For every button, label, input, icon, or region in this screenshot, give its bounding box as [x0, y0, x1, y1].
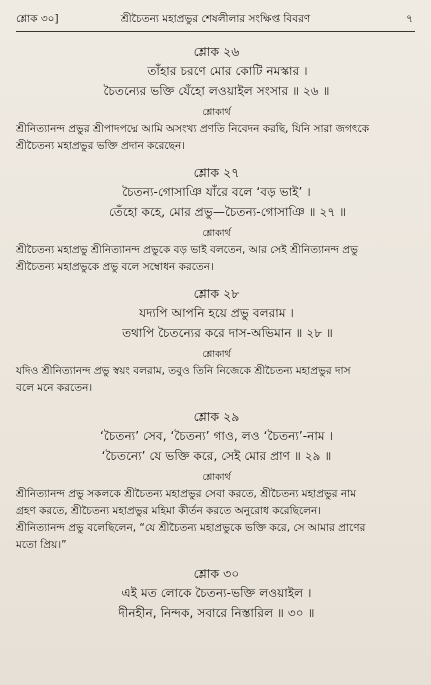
verse-heading: শ্লোক ৩০	[193, 566, 240, 581]
translation-line: শ্রীচৈতন্য মহাপ্রভুর ভক্তি প্রদান করেছেন।	[16, 140, 186, 152]
verse-section	[16, 284, 417, 397]
verse-heading: শ্লোক ২৭	[193, 165, 240, 180]
verse-section	[16, 163, 417, 276]
verse-heading: শ্লোক ২৬	[193, 44, 240, 59]
verse-line: দীনহীন, নিন্দক, সবারে নিস্তারিল ॥ ৩০ ॥	[118, 606, 315, 620]
verse-section	[16, 407, 417, 554]
verse-line: চৈতন্যের ভক্তি যেঁহো লওয়াইল সংসার ॥ ২৬ ॥	[103, 84, 330, 98]
verse-line: তথাপি চৈতন্যের করে দাস-অভিমান ॥ ২৮ ॥	[122, 326, 333, 340]
translation-line: বলে মনে করতেন।	[16, 382, 93, 394]
translation-label: শ্লোকার্থ	[202, 107, 231, 118]
verse-line: চৈতন্য-গোসাঞি যাঁরে বলে ‘বড় ভাই’ ।	[122, 185, 311, 199]
verse-section	[16, 42, 417, 155]
verse-line: তাঁহার চরণে মোর কোটি নমস্কার ।	[147, 64, 308, 78]
translation-line: শ্রীনিত্যানন্দ প্রভুর শ্রীপাদপদ্মে আমি অসংখ্য প্রণতি নিবেদন করছি, যিনি সারা জগৎকে	[16, 123, 370, 135]
translation-label: শ্লোকার্থ	[202, 228, 231, 239]
header-rule	[16, 31, 415, 32]
verse-heading: শ্লোক ২৯	[193, 409, 240, 424]
verse-line: এই মত লোকে চৈতন্য-ভক্তি লওয়াইল ।	[121, 586, 312, 600]
translation-label: শ্লোকার্থ	[202, 472, 231, 483]
header-verse-range: শ্লোক ৩০]	[16, 13, 59, 25]
translation-line: যদিও শ্রীনিত্যানন্দ প্রভু স্বয়ং বলরাম, তবুও তিনি নিজেকে শ্রীচৈতন্য মহাপ্রভুর দাস	[16, 365, 351, 377]
translation-line: শ্রীচৈতন্য মহাপ্রভুকে প্রভু বলে সম্বোধন করতেন।	[16, 261, 214, 273]
verse-line: তেঁহো কহে, মোর প্রভু—চৈতন্য-গোসাঞি ॥ ২৭ ॥	[108, 205, 347, 219]
translation-label: শ্লোকার্থ	[202, 349, 231, 360]
page-body	[16, 42, 417, 623]
verse-heading: শ্লোক ২৮	[193, 286, 240, 301]
translation-line: গ্রহণ করতে, শ্রীচৈতন্য মহাপ্রভুর মহিমা কীর্তন করতে অনুরোধ করেছিলেন।	[16, 505, 322, 517]
translation-line: শ্রীচৈতন্য মহাপ্রভু শ্রীনিত্যানন্দ প্রভুকে বড় ভাই বলতেন, আর সেই শ্রীনিত্যানন্দ প্রভু	[16, 244, 358, 256]
page-header	[16, 8, 415, 30]
translation-line: মতো প্রিয়।”	[16, 539, 67, 551]
running-title: শ্রীচৈতন্য মহাপ্রভুর শেষলীলার সংক্ষিপ্ত বিবরণ	[120, 13, 311, 25]
verse-line: যদ্যপি আপনি হয়ে প্রভু বলরাম ।	[139, 306, 294, 320]
verse-section	[16, 564, 417, 623]
verse-line: ‘চৈতন্য’ সেব, ‘চৈতন্য’ গাও, লও ‘চৈতন্য’-নাম ।	[100, 429, 333, 443]
page-number: ৭	[406, 13, 413, 25]
translation-line: শ্রীনিত্যানন্দ প্রভু বলেছিলেন, “যে শ্রীচৈতন্য মহাপ্রভুকে ভক্তি করে, সে আমার প্রাণের	[16, 522, 366, 534]
verse-line: ‘চৈতন্যে’ যে ভক্তি করে, সেই মোর প্রাণ ॥ ২৯ ॥	[101, 449, 332, 463]
translation-line: শ্রীনিত্যানন্দ প্রভু সকলকে শ্রীচৈতন্য মহাপ্রভুর সেবা করতে, শ্রীচৈতন্য মহাপ্রভুর নাম	[16, 488, 357, 500]
